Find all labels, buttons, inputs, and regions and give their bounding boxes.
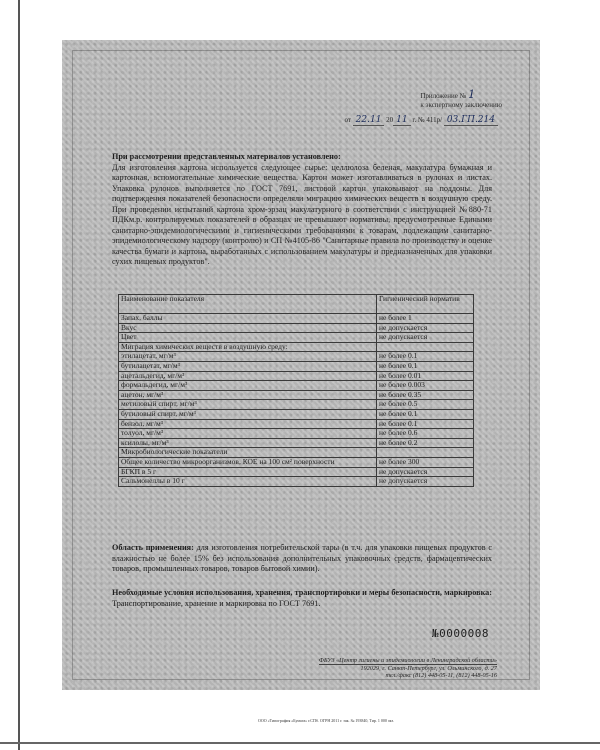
scan-edge <box>18 0 20 750</box>
table-row <box>119 419 474 429</box>
indicator-name: формальдегид, мг/м³ <box>119 381 377 391</box>
conditions-text: Транспортирование, хранение и маркировка по ГОСТ 7691. <box>112 598 321 608</box>
serial-number: №0000008 <box>432 627 489 640</box>
indicator-name: Микробиологические показатели <box>119 448 377 458</box>
ref-year: 11 <box>393 115 410 126</box>
indicator-norm: не более 0.1 <box>377 361 474 371</box>
indicator-norm: не более 0.1 <box>377 352 474 362</box>
table-row <box>119 381 474 391</box>
indicator-norm: не допускается <box>377 477 474 487</box>
indicator-norm: не более 0.1 <box>377 419 474 429</box>
table-row <box>119 477 474 487</box>
indicator-name: Цвет <box>119 333 377 343</box>
indicators-table <box>118 294 474 487</box>
organization-block <box>319 657 497 680</box>
indicator-norm: не допускается <box>377 333 474 343</box>
print-info: ООО «Типография «Бумага» г.СПб. ОГРН 2011 г. зак. № 193840, Тир. 1 000 экз. <box>258 718 395 723</box>
scan-edge-bottom <box>0 742 600 744</box>
indicator-name: бутиловый спирт, мг/м³ <box>119 409 377 419</box>
table-row <box>119 400 474 410</box>
indicator-name: этилацетат, мг/м³ <box>119 352 377 362</box>
table-row <box>119 429 474 439</box>
indicator-name: Вкус <box>119 323 377 333</box>
indicator-norm <box>377 448 474 458</box>
indicator-name: БГКП в 5 г <box>119 467 377 477</box>
document-sheet <box>62 40 540 723</box>
indicator-norm: не более 0.5 <box>377 400 474 410</box>
area-text: для изготовления потребительской тары (в т.ч. для упаковки пищевых продуктов с влажностью не более 15% без использования дополнительных упаковочных средств, фармацевтических товаров, промышленных товаров, товаров бытовой химии). <box>112 543 492 573</box>
header-norm: Гигиенический норматив <box>377 295 474 314</box>
ref-from: от <box>344 116 351 124</box>
indicator-name: Запах, баллы <box>119 314 377 324</box>
indicator-norm: не допускается <box>377 467 474 477</box>
appendix-label <box>420 90 502 110</box>
indicator-name: метиловый спирт, мг/м³ <box>119 400 377 410</box>
table-row <box>119 457 474 467</box>
indicator-name: ацетон, мг/м³ <box>119 390 377 400</box>
indicator-name: ацетальдегид, мг/м³ <box>119 371 377 381</box>
established-text: Для изготовления картона используется следующее сырье: целлюлоза беленая, макулатура бумажная и картонная, вспомогательные химические вещества. Картон может изготавливаться в рулонах и листах. Упаковка рулонов выполняется по ГОСТ 7691, листовой картон упаковывают на поддоны. Для подтверждения показателей безопасности определяли миграцию химических веществ в воздушную среду. При проведении испытаний картона хром-эрзац макулатурного в соответствии с инструкцией №880-71 ПДКм.р. контролируемых показателей в образцах не превышают нормативы, предусмотренные Едиными санитарно-эпидемиологическими и гигиеническими требованиями к товарам, подлежащим санитарно-эпидемиологическому надзору (контролю) и СП №4105-86 "Санитарные правила по производству и оценке качества бумаги и картона, выработанных с использованием макулатуры и предназначенных для упаковки сухих пищевых продуктов". <box>112 162 492 266</box>
indicator-name: бутилацетат, мг/м³ <box>119 361 377 371</box>
table-row <box>119 314 474 324</box>
appendix-number: 1 <box>468 88 476 101</box>
established-section <box>112 152 492 268</box>
organization-name: ФБУЗ «Центр гигиены и эпидемиологии в Ленинградской области» <box>318 657 497 664</box>
indicator-norm: не более 0.6 <box>377 429 474 439</box>
indicator-norm: не более 0.003 <box>377 381 474 391</box>
appendix-caption: к экспертному заключению <box>420 101 502 109</box>
usage-conditions <box>112 588 492 609</box>
indicator-name: ксилолы, мг/м³ <box>119 438 377 448</box>
indicator-name: бензол, мг/м³ <box>119 419 377 429</box>
table-row <box>119 409 474 419</box>
conditions-heading: Необходимые условия использования, хранения, транспортировки и меры безопасности, маркировка: <box>112 588 492 597</box>
indicator-norm: не более 0.2 <box>377 438 474 448</box>
organization-phone: тел./факс (812) 448-05-11, (812) 448-05-16 <box>385 672 497 680</box>
indicator-norm: не более 300 <box>377 457 474 467</box>
table-body <box>119 314 474 487</box>
header-indicator: Наименование показателя <box>119 295 377 314</box>
appendix-prefix: Приложение № <box>420 92 467 100</box>
indicator-norm: не допускается <box>377 323 474 333</box>
indicator-name: Сальмонеллы в 10 г <box>119 477 377 487</box>
indicator-norm: не более 0.35 <box>377 390 474 400</box>
ref-date-day: 22.11 <box>353 115 385 126</box>
area-heading: Область применения: <box>112 543 194 552</box>
ref-number-label: г. № 411р/ <box>412 116 443 124</box>
table-row <box>119 333 474 343</box>
indicator-name: Миграция химических веществ в воздушную среду: <box>119 342 377 352</box>
ref-number: 03.ГП.214 <box>444 115 498 126</box>
indicator-norm: не более 0.01 <box>377 371 474 381</box>
table-row <box>119 448 474 458</box>
table-row <box>119 361 474 371</box>
application-area <box>112 543 492 575</box>
organization-address: 192029, г. Санкт-Петербург, ул. Ольминского, д. 27 <box>360 664 497 672</box>
indicator-norm: не более 1 <box>377 314 474 324</box>
indicator-name: Общее количество микроорганизмов, КОЕ на 100 см² поверхности <box>119 457 377 467</box>
indicator-name: толуол, мг/м³ <box>119 429 377 439</box>
indicator-norm: не более 0.1 <box>377 409 474 419</box>
reference-line <box>344 115 498 125</box>
ref-year-prefix: 20 <box>386 116 394 124</box>
established-heading: При рассмотрении представленных материалов установлено: <box>112 152 341 161</box>
table-header-row <box>119 295 474 314</box>
